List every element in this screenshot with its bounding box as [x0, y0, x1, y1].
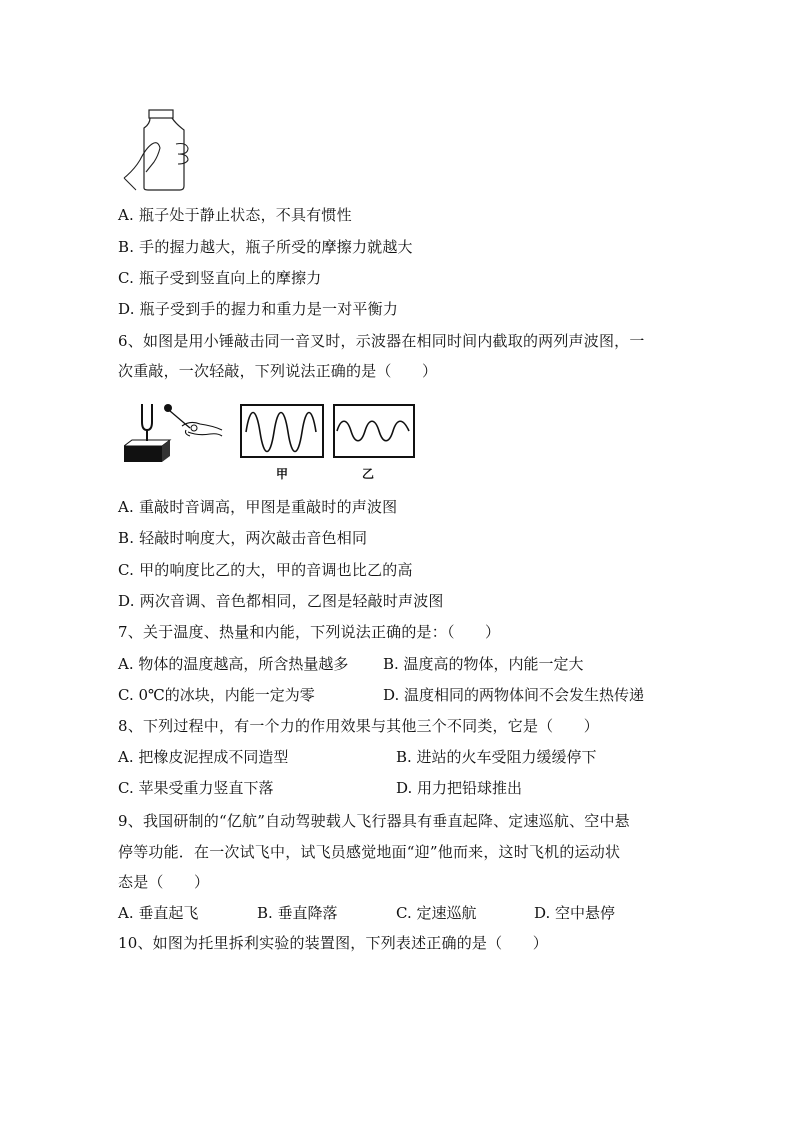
q7-option-d: D. 温度相同的两物体间不会发生热传递	[383, 686, 645, 704]
tuning-fork-figure	[124, 400, 224, 466]
q8-option-c: C. 苹果受重力竖直下落	[118, 779, 274, 797]
q8-option-d: D. 用力把铅球推出	[396, 779, 523, 797]
q7-option-a: A. 物体的温度越高，所含热量越多	[118, 655, 349, 673]
q6-stem-line1: 6、如图是用小锤敲击同一音叉时，示波器在相同时间内截取的两列声波图，一	[118, 332, 645, 350]
waveform-yi	[333, 404, 415, 458]
q8-option-a: A. 把橡皮泥捏成不同造型	[118, 748, 289, 766]
q7-option-b: B. 温度高的物体，内能一定大	[383, 655, 584, 673]
waveform-yi-label: 乙	[362, 467, 375, 481]
q5-option-d: D. 瓶子受到手的握力和重力是一对平衡力	[118, 300, 399, 318]
q7-stem: 7、关于温度、热量和内能，下列说法正确的是：（ ）	[118, 623, 501, 641]
q9-option-c: C. 定速巡航	[396, 904, 477, 922]
q6-option-d: D. 两次音调、音色都相同，乙图是轻敲时声波图	[118, 592, 444, 610]
q6-option-b: B. 轻敲时响度大，两次敲击音色相同	[118, 529, 368, 547]
q9-stem-line1: 9、我国研制的“亿航”自动驾驶载人飞行器具有垂直起降、定速巡航、空中悬	[118, 812, 630, 830]
q7-option-c: C. 0℃的冰块，内能一定为零	[118, 686, 315, 704]
q5-option-a: A. 瓶子处于静止状态，不具有惯性	[118, 206, 352, 224]
waveform-jia-label: 甲	[276, 467, 289, 481]
waveform-jia	[240, 404, 324, 458]
q5-option-c: C. 瓶子受到竖直向上的摩擦力	[118, 269, 322, 287]
q6-option-c: C. 甲的响度比乙的大，甲的音调也比乙的高	[118, 561, 413, 579]
q9-stem-line3: 态是（ ）	[118, 873, 210, 891]
q9-option-a: A. 垂直起飞	[118, 904, 199, 922]
bottle-hand-figure	[120, 108, 192, 192]
q6-option-a: A. 重敲时音调高，甲图是重敲时的声波图	[118, 498, 398, 516]
q6-stem-line2: 次重敲，一次轻敲，下列说法正确的是（ ）	[118, 362, 438, 380]
q8-stem: 8、下列过程中，有一个力的作用效果与其他三个不同类，它是（ ）	[118, 717, 599, 735]
q5-option-b: B. 手的握力越大，瓶子所受的摩擦力就越大	[118, 238, 413, 256]
q10-stem: 10、如图为托里拆利实验的装置图，下列表述正确的是（ ）	[118, 934, 548, 952]
q8-option-b: B. 进站的火车受阻力缓缓停下	[396, 748, 597, 766]
q9-stem-line2: 停等功能．在一次试飞中，试飞员感觉地面“迎”他而来，这时飞机的运动状	[118, 843, 621, 861]
q9-option-b: B. 垂直降落	[257, 904, 338, 922]
q9-option-d: D. 空中悬停	[534, 904, 616, 922]
